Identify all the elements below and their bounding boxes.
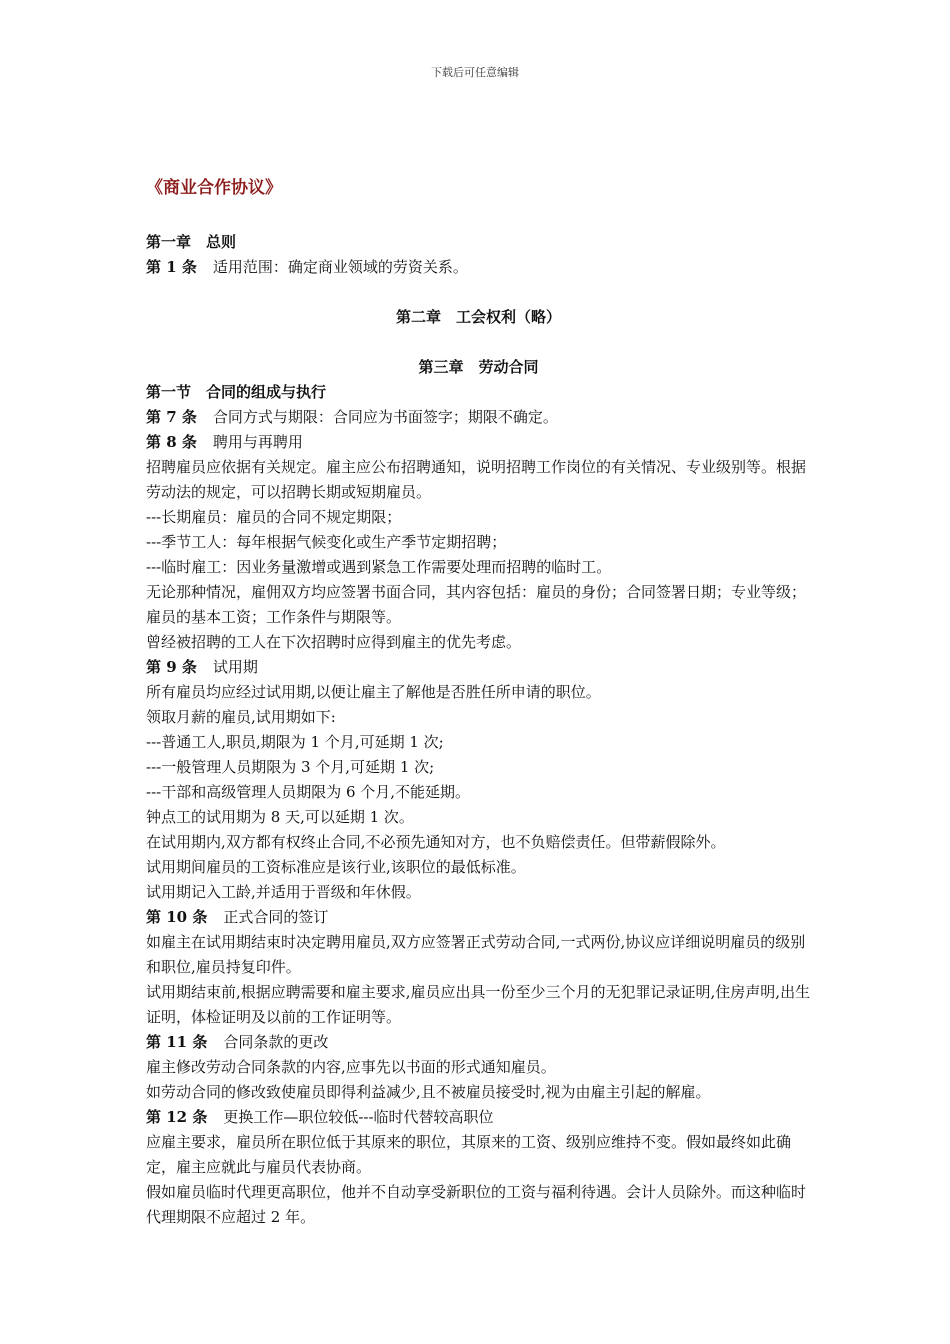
document-body — [146, 174, 811, 1230]
article-8-label: 第 8 条 — [146, 433, 197, 451]
article-12 — [146, 1105, 811, 1130]
article-11 — [146, 1030, 811, 1055]
article-9-paragraph-6: 钟点工的试用期为 8 天,可以延期 1 次。 — [146, 808, 414, 826]
article-8-paragraph-5: 无论那种情况，雇佣双方均应签署书面合同，其内容包括：雇员的身份；合同签署日期；专业等级；雇员的基本工资；工作条件与期限等。 — [146, 583, 807, 626]
article-11-paragraph-2: 如劳动合同的修改致使雇员即得利益减少,且不被雇员接受时,视为由雇主引起的解雇。 — [146, 1083, 711, 1101]
article-8-paragraph-6: 曾经被招聘的工人在下次招聘时应得到雇主的优先考虑。 — [146, 633, 522, 651]
article-1-label: 第 1 条 — [146, 258, 197, 276]
chapter-3-heading: 第三章 劳动合同 — [418, 358, 539, 376]
article-9-text: 试用期 — [212, 658, 258, 676]
article-9 — [146, 655, 811, 680]
article-8-paragraph-3: ---季节工人：每年根据气候变化或生产季节定期招聘； — [146, 533, 507, 551]
article-12-text: 更换工作—职位较低---临时代替较高职位 — [223, 1108, 494, 1126]
article-7-label: 第 7 条 — [146, 408, 197, 426]
article-10-text: 正式合同的签订 — [223, 908, 329, 926]
article-1-text: 适用范围：确定商业领域的劳资关系。 — [212, 258, 468, 276]
article-10-paragraph-2: 试用期结束前,根据应聘需要和雇主要求,雇员应出具一份至少三个月的无犯罪记录证明,住房声明,出生证明，体检证明及以前的工作证明等。 — [146, 983, 811, 1026]
article-11-text: 合同条款的更改 — [223, 1033, 329, 1051]
article-12-paragraph-2: 假如雇员临时代理更高职位，他并不自动享受新职位的工资与福利待遇。会计人员除外。而这种临时代理期限不应超过 2 年。 — [146, 1183, 807, 1226]
article-12-paragraph-1: 应雇主要求，雇员所在职位低于其原来的职位，其原来的工资、级别应维持不变。假如最终如此确定，雇主应就此与雇员代表协商。 — [146, 1133, 792, 1176]
article-7-text: 合同方式与期限：合同应为书面签字；期限不确定。 — [212, 408, 558, 426]
article-8-text: 聘用与再聘用 — [212, 433, 303, 451]
article-10-paragraph-1: 如雇主在试用期结束时决定聘用雇员,双方应签署正式劳动合同,一式两份,协议应详细说明雇员的级别和职位,雇员持复印件。 — [146, 933, 806, 976]
article-9-paragraph-2: 领取月薪的雇员,试用期如下: — [146, 708, 336, 726]
chapter-2-heading: 第二章 工会权利（略） — [395, 308, 561, 326]
article-10 — [146, 905, 811, 930]
section-1-heading: 第一节 合同的组成与执行 — [146, 383, 327, 401]
article-9-paragraph-4: ---一般管理人员期限为 3 个月,可延期 1 次; — [146, 758, 435, 776]
article-9-paragraph-9: 试用期记入工龄,并适用于晋级和年休假。 — [146, 883, 421, 901]
article-11-label: 第 11 条 — [146, 1033, 208, 1051]
article-9-paragraph-8: 试用期间雇员的工资标准应是该行业,该职位的最低标准。 — [146, 858, 526, 876]
chapter-1-heading: 第一章 总则 — [146, 233, 237, 251]
article-10-label: 第 10 条 — [146, 908, 208, 926]
article-11-paragraph-1: 雇主修改劳动合同条款的内容,应事先以书面的形式通知雇员。 — [146, 1058, 556, 1076]
article-8 — [146, 430, 811, 455]
page-header-note: 下载后可任意编辑 — [431, 66, 519, 79]
article-9-paragraph-7: 在试用期内,双方都有权终止合同,不必预先通知对方，也不负赔偿责任。但带薪假除外。 — [146, 833, 726, 851]
article-7 — [146, 405, 811, 430]
article-9-paragraph-5: ---干部和高级管理人员期限为 6 个月,不能延期。 — [146, 783, 471, 801]
article-12-label: 第 12 条 — [146, 1108, 208, 1126]
article-8-paragraph-1: 招聘雇员应依据有关规定。雇主应公布招聘通知，说明招聘工作岗位的有关情况、专业级别等。根据劳动法的规定，可以招聘长期或短期雇员。 — [146, 458, 807, 501]
document-title: 《商业合作协议》 — [146, 178, 282, 198]
article-1 — [146, 255, 811, 280]
article-8-paragraph-4: ---临时雇工：因业务量激增或遇到紧急工作需要处理而招聘的临时工。 — [146, 558, 612, 576]
article-9-paragraph-3: ---普通工人,职员,期限为 1 个月,可延期 1 次; — [146, 733, 444, 751]
article-9-paragraph-1: 所有雇员均应经过试用期,以便让雇主了解他是否胜任所申请的职位。 — [146, 683, 601, 701]
article-9-label: 第 9 条 — [146, 658, 197, 676]
article-8-paragraph-2: ---长期雇员：雇员的合同不规定期限； — [146, 508, 402, 526]
